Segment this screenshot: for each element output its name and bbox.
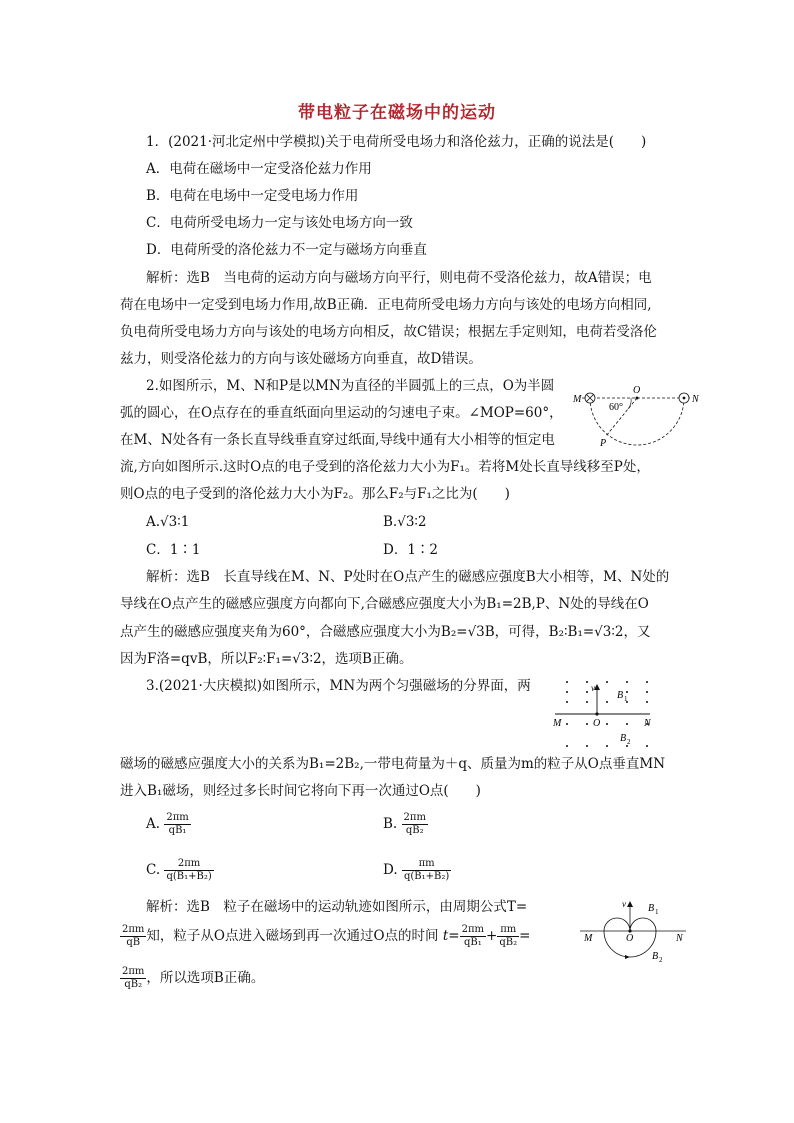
page-title: 带电粒子在磁场中的运动 bbox=[298, 103, 496, 123]
q3-stem-line: 磁场的磁感应强度大小的关系为B₁=2B₂,一带电荷量为＋q、质量为m的粒子从O点垂直MN bbox=[120, 756, 666, 772]
q3-option-a: A. $\frac{2\pi m}{\text{qB₁}}$ bbox=[146, 812, 189, 836]
fraction-denominator: qB bbox=[120, 936, 146, 949]
q3-fig-label-b1-sub: 1 bbox=[624, 695, 628, 703]
q2-stem-line: 2.如图所示，M、N和P是以MN为直径的半圆弧上的三点，O为半圆 bbox=[146, 378, 555, 394]
fraction-numerator: 2πm bbox=[122, 924, 145, 935]
q1-analysis-line: 兹力，则受洛伦兹力的方向与该处磁场方向垂直，故D错误。 bbox=[120, 351, 482, 367]
q2-analysis-line: 因为F洛=qvB，所以F₂∶F₁=√3∶2，选项B正确。 bbox=[120, 651, 413, 667]
q3-fig-label-m: M bbox=[553, 718, 562, 729]
q3-option-c: C. $\frac{2\pi m}{\text{q(B₁+B₂)}}$ bbox=[146, 858, 212, 882]
q2-fig-label-o: O bbox=[633, 385, 641, 396]
fraction-numerator: πm bbox=[418, 858, 435, 869]
q2-stem-line: 弧的圆心，在O点存在的垂直纸面向里运动的匀速电子束。∠MOP=60°， bbox=[120, 405, 563, 421]
q2-fig-label-p: P bbox=[600, 438, 607, 448]
fraction-numerator: 2πm bbox=[461, 924, 485, 935]
fraction-numerator: 2πm bbox=[403, 812, 426, 823]
q3-fig-label-b2: B bbox=[620, 733, 627, 744]
q1-analysis-line: 负电荷所受电场力方向与该处的电场方向相反，故C错误；根据左手定则知，电荷若受洛伦 bbox=[120, 324, 657, 340]
q3-fig-label-n: N bbox=[644, 718, 651, 729]
q3-fig-label-o: O bbox=[593, 718, 601, 729]
q1-option-b: B．电荷在电场中一定受电场力作用 bbox=[146, 188, 359, 204]
q1-analysis-line: 荷在电场中一定受到电场力作用,故B正确．正电荷所受电场力方向与该处的电场方向相同, bbox=[120, 297, 652, 313]
fraction-numerator: 2πm bbox=[166, 812, 189, 823]
q2-analysis-line: 导线在O点产生的磁感应强度方向都向下,合磁感应强度大小为B₁=2B,P、N处的导线在O bbox=[120, 596, 649, 612]
q2-option-c: C．1∶1 bbox=[146, 542, 201, 558]
q3-fig-label-b2-sub: 2 bbox=[627, 738, 631, 746]
q3-option-d: D. $\frac{\pi m}{\text{q(B₁+B₂)}}$ bbox=[383, 858, 450, 882]
q3-fig-label-v: v bbox=[591, 683, 595, 693]
fraction-denominator: qB₂ bbox=[499, 937, 518, 948]
q2-stem-line: 在M、N处各有一条长直导线垂直穿过纸面,导线中通有大小相等的恒定电 bbox=[120, 432, 555, 448]
q3-stem-line: 3.(2021·大庆模拟)如图所示，MN为两个匀强磁场的分界面，两 bbox=[146, 678, 531, 694]
q1-option-d: D．电荷所受的洛伦兹力不一定与磁场方向垂直 bbox=[146, 242, 427, 258]
q3-magnetic-field-figure bbox=[550, 676, 660, 756]
q2-fig-angle-label: 60° bbox=[609, 402, 623, 413]
q3-analysis-line: $\frac{2\pi m}{qB}$ 知，粒子从O点进入磁场到再一次通过O点的时间 t= $\frac{2\pi m}{\text{qB₁}}$ + $\frac{\pi m}{\text{qB₂}}$ = bbox=[122, 924, 531, 948]
q2-fig-label-m: M bbox=[573, 394, 582, 405]
q2-option-b: B.√3∶2 bbox=[383, 514, 427, 530]
fraction-denominator: q(B₁+B₂) bbox=[403, 871, 450, 882]
q2-fig-label-n: N bbox=[692, 394, 699, 405]
fraction-denominator: qB₁ bbox=[460, 936, 486, 949]
fraction-denominator: qB₂ bbox=[120, 978, 146, 991]
q3-trajectory-figure bbox=[578, 893, 690, 965]
q2-stem-line: 流,方向如图所示.这时O点的电子受到的洛伦兹力大小为F₁。若将M处长直导线移至P处， bbox=[120, 459, 650, 475]
q3-traj-label-b1: B bbox=[648, 903, 655, 914]
q3-traj-label-b1-sub: 1 bbox=[655, 908, 659, 916]
q3-analysis-line: 解析：选B 粒子在磁场中的运动轨迹如图所示，由周期公式T= bbox=[146, 899, 528, 915]
q1-stem: 1．(2021·河北定州中学模拟)关于电荷所受电场力和洛伦兹力，正确的说法是( ) bbox=[146, 134, 647, 150]
q3-traj-label-b2-sub: 2 bbox=[659, 956, 663, 964]
q1-option-c: C．电荷所受电场力一定与该处电场方向一致 bbox=[146, 215, 413, 231]
q2-analysis-line: 解析：选B 长直导线在M、N、P处时在O点产生的磁感应强度B大小相等，M、N处的 bbox=[146, 569, 670, 585]
q1-analysis-line: 解析：选B 当电荷的运动方向与磁场方向平行，则电荷不受洛伦兹力，故A错误；电 bbox=[146, 270, 652, 286]
fraction-numerator: 2πm bbox=[177, 858, 201, 869]
q3-option-b: B. $\frac{2\pi m}{\text{qB₂}}$ bbox=[383, 812, 426, 836]
fraction-denominator: qB₂ bbox=[402, 824, 428, 837]
q2-semicircle-figure bbox=[570, 380, 700, 448]
q3-traj-label-b2: B bbox=[652, 951, 659, 962]
q3-stem-line: 进入B₁磁场，则经过多长时间它将向下再一次通过O点( ) bbox=[120, 783, 481, 799]
q3-analysis-line: $\frac{2\pi m}{\text{qB₂}}$ ，所以选项B正确。 bbox=[122, 966, 265, 990]
q2-analysis-line: 点产生的磁感应强度夹角为60°，合磁感应强度大小为B₂=√3B，可得，B₂∶B₁=√3∶2，又 bbox=[120, 624, 651, 640]
q1-option-a: A．电荷在磁场中一定受洛伦兹力作用 bbox=[146, 161, 372, 177]
fraction-denominator: q(B₁+B₂) bbox=[166, 871, 212, 882]
q3-traj-label-o: O bbox=[626, 933, 634, 944]
q3-fig-label-b1: B bbox=[617, 690, 624, 701]
fraction-denominator: qB₁ bbox=[164, 824, 190, 837]
q2-option-a: A.√3∶1 bbox=[146, 514, 190, 530]
q2-option-d: D．1∶2 bbox=[383, 542, 439, 558]
q2-stem-line: 则O点的电子受到的洛伦兹力大小为F₂。那么F₂与F₁之比为( ) bbox=[120, 486, 510, 502]
q3-traj-label-v: v bbox=[622, 899, 626, 909]
fraction-numerator: πm bbox=[500, 924, 517, 935]
fraction-numerator: 2πm bbox=[122, 966, 145, 977]
q3-traj-label-n: N bbox=[676, 933, 683, 944]
q3-traj-label-m: M bbox=[584, 933, 593, 944]
